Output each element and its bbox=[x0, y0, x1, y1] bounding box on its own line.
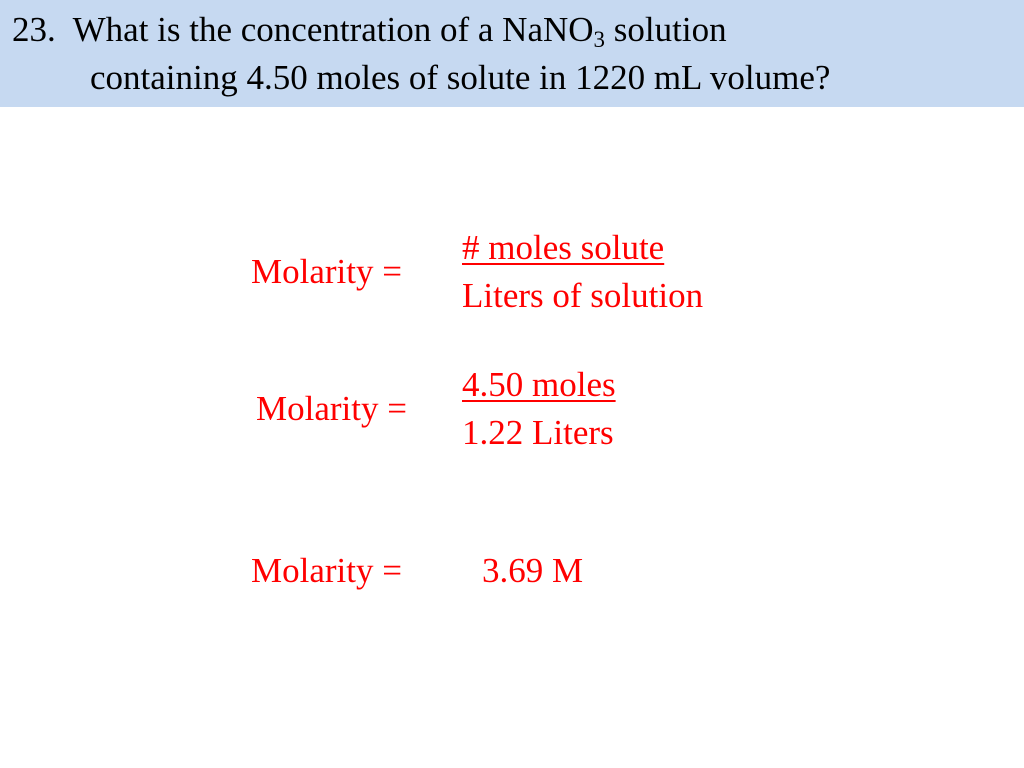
question-banner bbox=[0, 0, 1024, 107]
question-text-end: solution bbox=[605, 10, 727, 49]
substituted-denominator: 1.22 Liters bbox=[462, 413, 614, 452]
molarity-label-1: Molarity = bbox=[251, 252, 402, 291]
molarity-label-3: Molarity = bbox=[251, 551, 402, 590]
formula-denominator: Liters of solution bbox=[462, 276, 704, 315]
question-number: 23. bbox=[12, 10, 56, 49]
molarity-label-2: Molarity = bbox=[256, 389, 407, 428]
formula-numerator: # moles solute bbox=[462, 228, 665, 267]
question-text-start: What is the concentration of a NaNO bbox=[72, 10, 594, 49]
formula-subscript: 3 bbox=[593, 27, 606, 52]
question-line-1 bbox=[12, 8, 727, 52]
molarity-result: 3.69 M bbox=[482, 551, 584, 590]
question-line-2: containing 4.50 moles of solute in 1220 mL volume? bbox=[90, 58, 831, 97]
substituted-numerator: 4.50 moles bbox=[462, 365, 616, 404]
